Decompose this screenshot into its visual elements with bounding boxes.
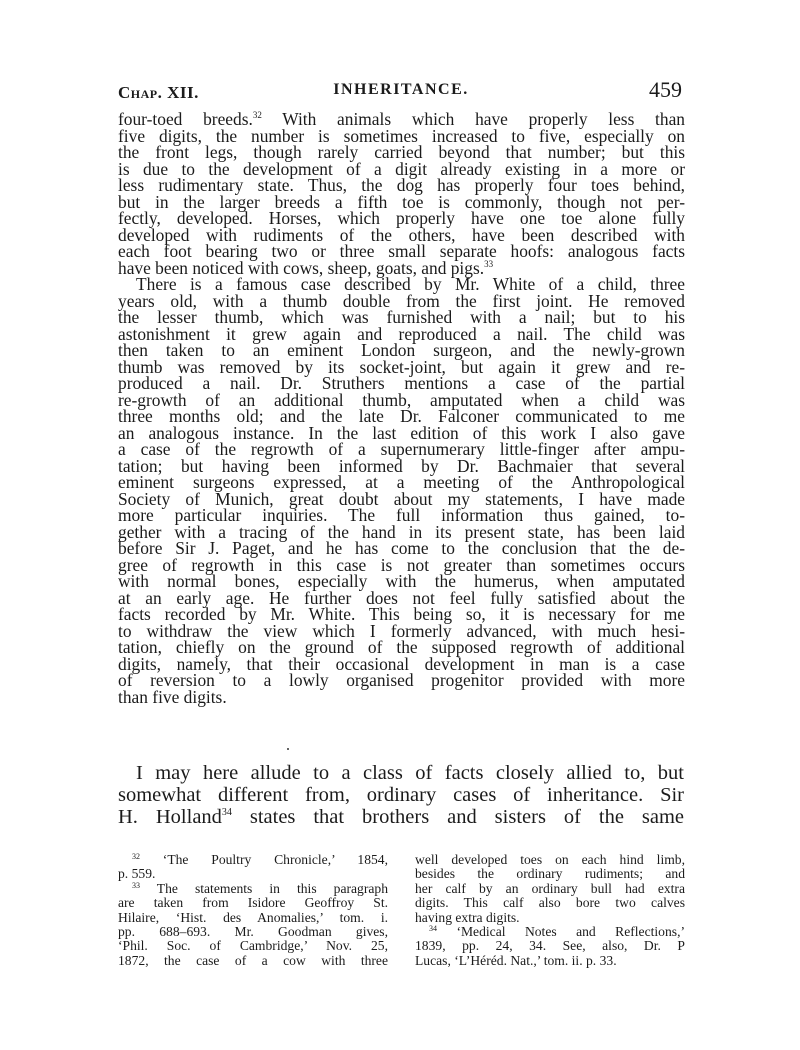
footnote-reference: 33 [132,880,140,890]
text-line: re-growth of an additional thumb, amputated when a child was [118,389,685,410]
text-line: facts recorded by Mr. White. This being so, it is necessary for me [118,604,685,624]
text-line [118,806,684,828]
text-segment: somewhat different from, ordinary cases of inheritance. Sir [118,784,684,806]
text-segment: I may here allude to a class of facts closely allied to, but [136,762,684,784]
text-segment: developed with rudiments of the others, have been described with [118,224,685,245]
paragraph-famous-case [118,276,685,705]
text-line: a case of the regrowth of a supernumerary little-finger after ampu- [118,439,685,459]
text-line: eminent surgeons expressed, at a meeting of the Anthropological [118,472,685,492]
main-text [118,111,685,705]
text-segment: ‘Medical Notes and Reflections,’ [437,924,685,940]
running-header [118,77,684,110]
footnote-line [118,882,388,896]
footnote-line [415,954,685,968]
footnote-line [415,925,685,939]
footnote-line [415,939,685,953]
text-line: tation; but having been informed by Dr. Bachmaier that several [118,455,685,476]
text-line: to withdraw the view which I formerly advanced, with much hesi- [118,620,685,641]
text-line: thumb was removed by its socket-joint, but again it grew and re- [118,356,685,377]
page-number: 459 [649,77,682,102]
footnote-line [415,911,685,925]
text-line [118,762,684,784]
footnote-line [415,896,685,910]
footnotes-left-column [118,853,388,968]
footnote-line [118,954,388,968]
footnote-line [118,896,388,910]
text-segment: ‘The Poultry Chronicle,’ 1854, [140,852,388,867]
footnote-reference: 34 [429,924,437,934]
text-segment: ‘Phil. Soc. of Cambridge,’ Nov. 25, [118,938,388,954]
footnote-line [415,882,685,896]
footnote-line [415,853,685,867]
footnote-line [415,867,685,881]
chapter-label: Chap. XII. [118,83,199,102]
text-line: more particular inquiries. The full information thus gained, to- [118,505,685,525]
text-segment: The statements in this paragraph [140,880,388,896]
text-segment: H. Holland [118,806,222,828]
text-line: digits, namely, that their occasional development in man is a case [118,653,685,674]
text-line [118,784,684,806]
text-line: an analogous instance. In the last edition of this work I also gave [118,422,685,443]
text-line: of reversion to a lowly organised progenitor provided with more [118,670,685,690]
text-segment: have been noticed with cows, sheep, goats, and pigs. [118,257,485,278]
text-segment: the front legs, though rarely carried beyond that number; but this [118,142,685,162]
text-line: astonishment it grew again and reproduced a nail. The child was [118,323,685,344]
text-segment: her calf by an ordinary bull had extra [415,880,685,896]
footnote-line [118,925,388,939]
footnote-reference: 32 [132,852,140,861]
text-segment: but in the larger breeds a fifth toe is commonly, though not per- [118,191,685,212]
footnote-line [118,911,388,925]
text-segment: Lucas, ‘L’Héréd. Nat.,’ tom. ii. p. 33. [415,952,617,968]
text-segment: is due to the development of a digit already existing in a more or [118,158,685,179]
text-line: produced a nail. Dr. Struthers mentions a case of the partial [118,373,685,393]
text-line: than five digits. [118,686,227,707]
text-line: gether with a tracing of the hand in its present state, has been laid [118,521,685,542]
text-segment: 1839, pp. 24, 34. See, also, Dr. P [415,938,685,954]
text-line: years old, with a thumb double from the first joint. He removed [118,290,685,311]
text-segment: four-toed breeds. [118,109,253,129]
footnotes-right-column [415,853,685,968]
footnote-line [118,867,388,881]
footnote-reference: 32 [252,110,262,120]
text-line: Society of Munich, great doubt about my statements, I have made [118,488,685,509]
text-line: then taken to an eminent London surgeon, and the newly-grown [118,340,685,360]
running-title: INHERITANCE. [333,81,469,98]
text-line: at an early age. He further does not feel fully satisfied about the [118,587,685,608]
text-segment: besides the ordinary rudiments; and [415,866,685,882]
footnote-line [118,853,388,867]
footnote-reference: 34 [221,807,232,818]
text-segment: each foot bearing two or three small separate hoofs: analogous facts [118,241,685,261]
text-segment: 1872, the case of a cow with three [118,952,388,968]
text-segment: states that brothers and sisters of the same [231,806,684,828]
text-segment: digits. This calf also bore two calves [415,895,685,911]
text-line: tation, chiefly on the ground of the supposed regrowth of additional [118,637,685,657]
text-segment: Hilaire, ‘Hist. des Anomalies,’ tom. i. [118,909,388,925]
text-segment: pp. 688–693. Mr. Goodman gives, [118,924,388,940]
text-line: three months old; and the late Dr. Falconer communicated to me [118,406,685,426]
text-segment: having extra digits. [415,909,520,925]
paragraph-four-toed [118,111,685,276]
paragraph-allied-facts [118,762,684,828]
text-line: the lesser thumb, which was furnished with a nail; but to his [118,307,685,327]
footnote-reference: 33 [484,258,494,269]
text-segment: fectly, developed. Horses, which properly have one toe alone fully [118,208,685,228]
footnote-line [118,939,388,953]
text-line: before Sir J. Paget, and he has come to the conclusion that the de- [118,538,685,558]
text-segment: five digits, the number is sometimes increased to five, especially on [118,125,685,146]
text-segment: With animals which have properly less than [261,109,685,129]
text-segment: p. 559. [118,866,156,882]
text-line: There is a famous case described by Mr. White of a child, three [136,274,685,294]
text-line: with normal bones, especially with the humerus, when amputated [118,571,685,591]
stray-print-mark [287,748,289,750]
text-line: gree of regrowth in this case is not greater than sometimes occurs [118,554,685,575]
text-segment: are taken from Isidore Geoffroy St. [118,895,388,911]
text-segment: well developed toes on each hind limb, [415,852,685,867]
text-segment: less rudimentary state. Thus, the dog has properly four toes behind, [118,175,685,195]
